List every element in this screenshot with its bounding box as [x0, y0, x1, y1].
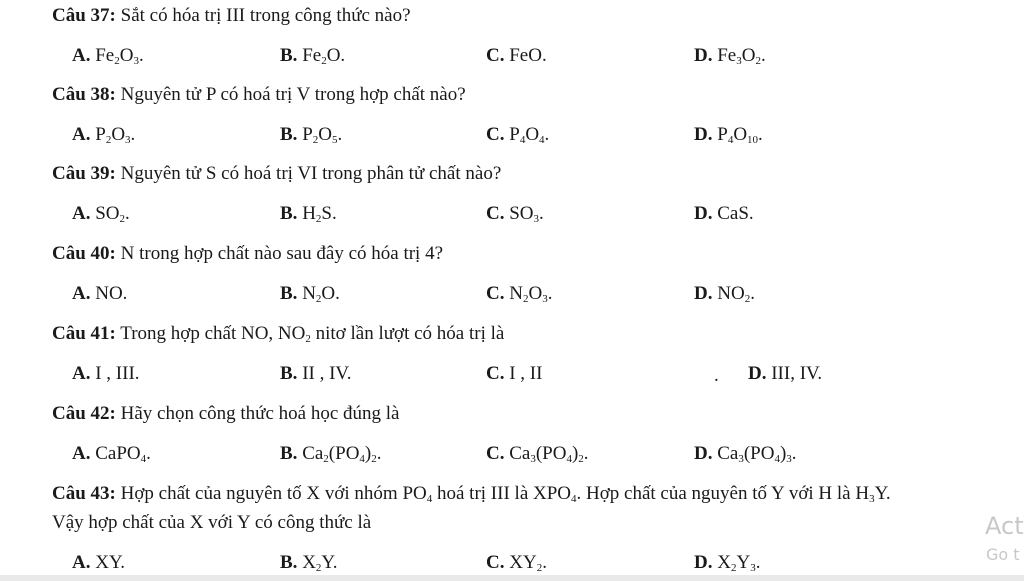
- question-label: Câu 37:: [52, 5, 116, 26]
- option-40-c[interactable]: [486, 282, 552, 306]
- option-label: C.: [486, 552, 505, 573]
- question-text: Sắt có hóa trị III trong công thức nào?: [115, 5, 411, 26]
- option-text: $Ca_2(PO_4)_2$.: [297, 443, 382, 465]
- question-37: [52, 4, 411, 28]
- option-text: $Fe_2O$.: [297, 45, 346, 67]
- question-43-line2: [52, 511, 371, 535]
- option-label: A.: [72, 45, 91, 66]
- option-38-a[interactable]: [72, 123, 135, 147]
- option-40-b[interactable]: [280, 282, 340, 306]
- option-label: A.: [72, 363, 91, 384]
- option-42-a[interactable]: [72, 442, 151, 466]
- option-label: A.: [72, 203, 91, 224]
- option-text: CaPO$_4$.: [90, 443, 151, 465]
- option-label: D.: [694, 124, 713, 145]
- option-label: B.: [280, 203, 298, 224]
- option-label: C.: [486, 203, 505, 224]
- option-label: D.: [694, 203, 713, 224]
- option-text: $X_2Y$.: [297, 552, 338, 574]
- option-text: CaS.: [712, 203, 754, 224]
- option-39-c[interactable]: [486, 202, 544, 226]
- option-42-d[interactable]: [694, 442, 797, 466]
- option-40-a[interactable]: [72, 282, 127, 306]
- option-43-d[interactable]: [694, 551, 760, 575]
- option-text: I , III.: [90, 363, 140, 384]
- option-label: A.: [72, 283, 91, 304]
- option-41-c[interactable]: [486, 362, 542, 386]
- option-39-a[interactable]: [72, 202, 130, 226]
- question-label: Câu 41:: [52, 323, 116, 344]
- option-39-d[interactable]: [694, 202, 754, 226]
- option-label: D.: [694, 443, 713, 464]
- option-label: C.: [486, 283, 505, 304]
- option-42-c[interactable]: [486, 442, 589, 466]
- option-label: C.: [486, 363, 505, 384]
- option-38-d[interactable]: [694, 123, 763, 147]
- option-text: $P_4O_{10}$.: [712, 124, 763, 146]
- option-text: $NO_2$.: [712, 283, 755, 305]
- question-text: Nguyên tử P có hoá trị V trong hợp chất nào?: [115, 84, 466, 105]
- bottom-edge-bar: [0, 575, 1024, 581]
- question-text: Vậy hợp chất của X với Y có công thức là: [52, 512, 372, 533]
- option-text: $Ca_3(PO_4)_2$.: [504, 443, 589, 465]
- question-label: Câu 39:: [52, 163, 116, 184]
- option-text: XY.: [90, 552, 125, 573]
- option-label: B.: [280, 443, 298, 464]
- option-41-d[interactable]: [748, 362, 822, 386]
- question-42: [52, 402, 399, 426]
- question-text: Trong hợp chất NO, $NO_2$ nitơ lần lượt có hóa trị là: [115, 323, 505, 345]
- question-text: Nguyên tử S có hoá trị VI trong phân tử chất nào?: [115, 163, 502, 184]
- question-text: Hợp chất của nguyên tố X với nhóm $PO_4$ hoá trị III là $XPO_4$. Hợp chất của nguyên tố Y với H là $H_3Y$.: [115, 483, 891, 505]
- option-text: $SO_3$.: [504, 203, 544, 225]
- activation-watermark-title: Act: [985, 512, 1024, 540]
- option-label: C.: [486, 45, 505, 66]
- option-43-a[interactable]: [72, 551, 125, 575]
- option-39-b[interactable]: [280, 202, 337, 226]
- option-label: B.: [280, 124, 298, 145]
- option-text: $XY_2$.: [504, 552, 547, 574]
- question-43: [52, 482, 891, 506]
- option-43-b[interactable]: [280, 551, 337, 575]
- option-label: B.: [280, 552, 298, 573]
- option-text: $SO_2$.: [90, 203, 130, 225]
- option-label: A.: [72, 443, 91, 464]
- option-41-a[interactable]: [72, 362, 140, 386]
- option-41-b[interactable]: [280, 362, 351, 386]
- option-text: $X_2Y_3$.: [712, 552, 761, 574]
- option-label: B.: [280, 283, 298, 304]
- option-38-b[interactable]: [280, 123, 342, 147]
- option-text: $Fe_2O_3$.: [90, 45, 144, 67]
- question-label: Câu 43:: [52, 483, 116, 504]
- option-text: $P_2O_3$.: [90, 124, 136, 146]
- option-text: $Ca_3(PO_4)_3$.: [712, 443, 797, 465]
- option-label: D.: [748, 363, 767, 384]
- option-42-b[interactable]: [280, 442, 382, 466]
- option-37-d[interactable]: [694, 44, 766, 68]
- option-text: $N_2O_3$.: [504, 283, 553, 305]
- option-37-c[interactable]: [486, 44, 547, 68]
- question-text: Hãy chọn công thức hoá học đúng là: [115, 403, 400, 424]
- question-text: N trong hợp chất nào sau đây có hóa trị 4?: [115, 243, 444, 264]
- option-text: $N_2O$.: [297, 283, 340, 305]
- option-text: II , IV.: [297, 363, 352, 384]
- question-label: Câu 40:: [52, 243, 116, 264]
- option-label: A.: [72, 552, 91, 573]
- option-text: I , II: [504, 363, 543, 384]
- option-37-a[interactable]: [72, 44, 144, 68]
- question-label: Câu 38:: [52, 84, 116, 105]
- option-label: B.: [280, 363, 298, 384]
- question-38: [52, 83, 466, 107]
- option-label: D.: [694, 552, 713, 573]
- option-label: B.: [280, 45, 298, 66]
- option-label: A.: [72, 124, 91, 145]
- option-40-d[interactable]: [694, 282, 755, 306]
- option-text: FeO.: [504, 45, 547, 66]
- stray-dot: .: [714, 365, 719, 386]
- option-text: $Fe_3O_2$.: [712, 45, 766, 67]
- option-text: $P_4O_4$.: [504, 124, 550, 146]
- option-37-b[interactable]: [280, 44, 345, 68]
- option-label: C.: [486, 124, 505, 145]
- question-40: [52, 242, 443, 266]
- option-text: $P_2O_5$.: [297, 124, 343, 146]
- option-38-c[interactable]: [486, 123, 549, 147]
- option-text: $H_2S$.: [297, 203, 337, 225]
- option-text: NO.: [90, 283, 128, 304]
- activation-watermark-subtitle: Go t: [986, 545, 1020, 564]
- option-label: D.: [694, 45, 713, 66]
- option-label: C.: [486, 443, 505, 464]
- option-label: D.: [694, 283, 713, 304]
- option-text: III, IV.: [766, 363, 823, 384]
- option-43-c[interactable]: [486, 551, 547, 575]
- question-label: Câu 42:: [52, 403, 116, 424]
- question-41: [52, 322, 504, 346]
- question-39: [52, 162, 501, 186]
